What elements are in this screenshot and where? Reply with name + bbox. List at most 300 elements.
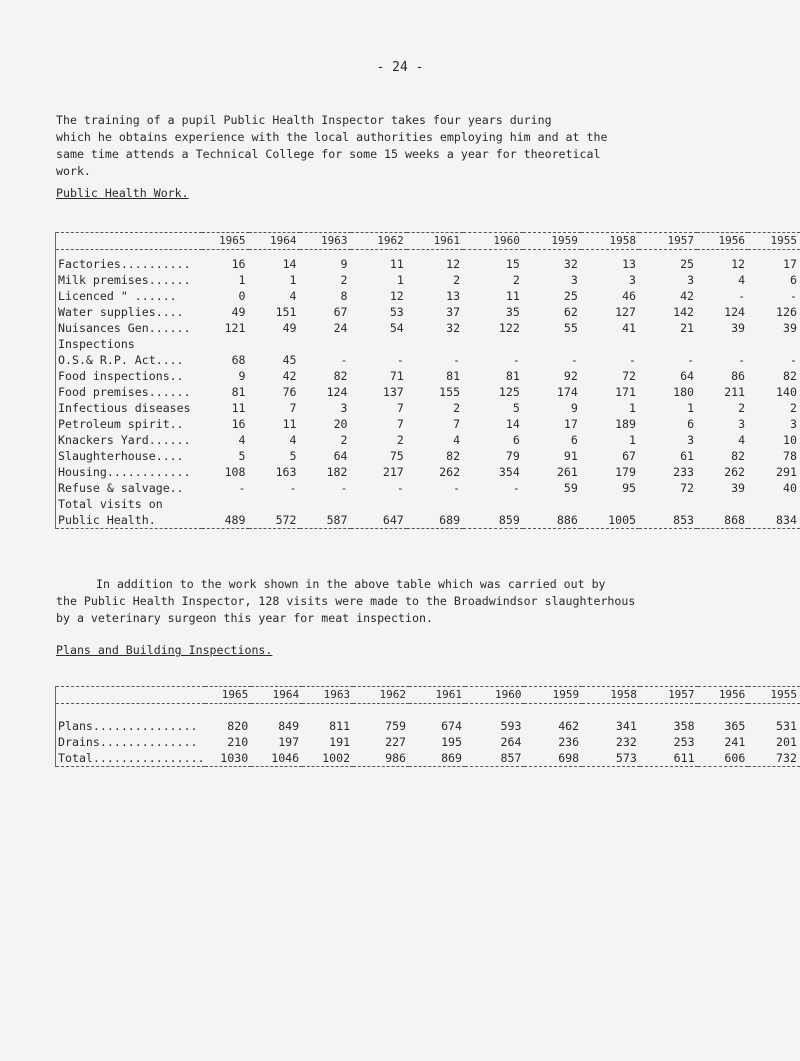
table-cell: 365 (724, 719, 746, 733)
table-cell: 95 (622, 481, 637, 495)
row-label: Total visits on (56, 496, 202, 512)
table-cell (463, 496, 523, 512)
table-cell: - (570, 353, 578, 367)
table-row (56, 432, 800, 448)
table-cell: 3 (570, 273, 578, 287)
table-row (56, 256, 800, 272)
total-cell: 1002 (302, 750, 353, 767)
total-cell: 1005 (581, 512, 639, 529)
total-cell: 689 (407, 512, 463, 529)
table-cell: 82 (731, 449, 746, 463)
table-cell: 16 (231, 257, 246, 271)
table-cell: - (512, 481, 520, 495)
table-cell: 189 (615, 417, 637, 431)
table-cell (581, 496, 639, 512)
table-cell: 67 (622, 449, 637, 463)
year-header: 1960 (463, 233, 523, 250)
table-cell: 174 (556, 385, 578, 399)
year-header: 1963 (300, 233, 351, 250)
table-cell (300, 336, 351, 352)
table-cell: 4 (289, 289, 297, 303)
table-cell: 261 (556, 465, 578, 479)
table-cell: 11 (231, 401, 246, 415)
table-row (56, 336, 800, 352)
table-cell (202, 336, 249, 352)
table-cell (523, 336, 581, 352)
row-label: Total................ (56, 750, 205, 767)
public-health-table (55, 232, 800, 529)
table-cell: 42 (680, 289, 695, 303)
year-header: 1955 (748, 687, 800, 704)
public-health-heading: Public Health Work. (56, 186, 189, 200)
total-cell: 986 (353, 750, 409, 767)
table-cell: 124 (724, 305, 746, 319)
table-cell: 40 (783, 481, 797, 495)
table-cell: 76 (282, 385, 297, 399)
table-row (56, 448, 800, 464)
table-cell: 2 (738, 401, 746, 415)
table-cell: - (790, 353, 797, 367)
table-cell: 811 (329, 719, 351, 733)
table-cell: 262 (439, 465, 461, 479)
table-cell: 13 (446, 289, 461, 303)
table-cell: 35 (505, 305, 520, 319)
intro-line: same time attends a Technical College for some 15 weeks a year for theoretical (56, 147, 601, 161)
table-cell: 82 (783, 369, 797, 383)
table-cell: 12 (446, 257, 461, 271)
total-label-row (56, 496, 800, 512)
table-row (56, 368, 800, 384)
table-cell: 462 (558, 719, 580, 733)
row-label: Housing............ (56, 464, 202, 480)
table-cell: 217 (382, 465, 404, 479)
header-label-cell (56, 687, 205, 704)
table-row (56, 416, 800, 432)
year-header: 1963 (302, 687, 353, 704)
table-cell: 171 (615, 385, 637, 399)
year-header: 1956 (698, 687, 749, 704)
table-cell: 79 (505, 449, 520, 463)
total-cell: 1046 (251, 750, 302, 767)
table-cell: 2 (512, 273, 520, 287)
table-cell: 1 (687, 401, 695, 415)
total-cell: 572 (249, 512, 300, 529)
total-cell: 857 (465, 750, 524, 767)
year-header: 1960 (465, 687, 524, 704)
table-cell: 25 (563, 289, 578, 303)
table-cell: 4 (238, 433, 246, 447)
year-header: 1962 (351, 233, 407, 250)
table-cell: 13 (622, 257, 637, 271)
table-cell: 32 (563, 257, 578, 271)
table-cell: - (512, 353, 520, 367)
table-cell: 14 (282, 257, 297, 271)
total-cell: 732 (748, 750, 800, 767)
table-cell: - (453, 481, 461, 495)
table-cell: 2 (790, 401, 797, 415)
table-cell (697, 336, 748, 352)
intro-line: The training of a pupil Public Health Inspector takes four years during (56, 113, 552, 127)
table-row (56, 734, 800, 750)
year-header: 1956 (697, 233, 748, 250)
table-cell (581, 336, 639, 352)
table-cell: 16 (231, 417, 246, 431)
table-cell: 81 (446, 369, 461, 383)
table-cell: 820 (227, 719, 249, 733)
table-cell: 72 (680, 481, 695, 495)
table-cell: 6 (570, 433, 578, 447)
table-cell: 151 (275, 305, 297, 319)
table-cell (249, 496, 300, 512)
year-header: 1964 (251, 687, 302, 704)
table-cell: 1 (629, 401, 637, 415)
table-cell: 24 (333, 321, 348, 335)
table-row (56, 400, 800, 416)
table-cell: - (289, 481, 297, 495)
total-cell: 853 (639, 512, 697, 529)
table-cell: 211 (724, 385, 746, 399)
table-cell: 7 (289, 401, 297, 415)
table-cell: 2 (453, 401, 461, 415)
table-cell: 42 (282, 369, 297, 383)
table-cell: 54 (389, 321, 404, 335)
table-cell: 241 (724, 735, 746, 749)
total-cell: 611 (640, 750, 698, 767)
table-cell: 291 (776, 465, 797, 479)
table-cell: 3 (629, 273, 637, 287)
total-cell: 859 (463, 512, 523, 529)
table-cell: 17 (783, 257, 797, 271)
row-label: O.S.& R.P. Act.... (56, 352, 202, 368)
year-header: 1961 (407, 233, 463, 250)
table-cell: 25 (680, 257, 695, 271)
year-header: 1958 (581, 233, 639, 250)
table-cell: 253 (673, 735, 695, 749)
table-cell: 2 (340, 433, 348, 447)
paragraph-line: the Public Health Inspector, 128 visits were made to the Broadwindsor slaughterhous (56, 594, 636, 608)
year-header: 1959 (524, 687, 582, 704)
table-cell: 49 (282, 321, 297, 335)
table-cell (697, 496, 748, 512)
row-label: Slaughterhouse.... (56, 448, 202, 464)
year-header: 1955 (748, 233, 800, 250)
table-cell: 78 (783, 449, 797, 463)
table-cell: 1 (629, 433, 637, 447)
table-row (56, 718, 800, 734)
row-label: Drains.............. (56, 734, 205, 750)
header-row (56, 233, 800, 250)
table-cell: - (687, 353, 695, 367)
table-cell: 3 (738, 417, 746, 431)
table-cell: 0 (238, 289, 246, 303)
table-cell: 197 (278, 735, 300, 749)
table-cell: 126 (776, 305, 797, 319)
table-cell: 2 (453, 273, 461, 287)
year-header: 1957 (639, 233, 697, 250)
table-cell: 9 (238, 369, 246, 383)
table-cell: 4 (738, 273, 746, 287)
table-cell: 262 (724, 465, 746, 479)
table-row (56, 304, 800, 320)
year-header: 1961 (409, 687, 465, 704)
year-header: 1959 (523, 233, 581, 250)
table-cell: 232 (615, 735, 637, 749)
header-label-cell (56, 233, 202, 250)
table-cell: 64 (333, 449, 348, 463)
table-cell: 82 (333, 369, 348, 383)
table-cell: 7 (396, 417, 404, 431)
table-row (56, 480, 800, 496)
table-cell (639, 336, 697, 352)
table-cell: 7 (453, 417, 461, 431)
table-cell: - (790, 289, 797, 303)
row-label: Factories.......... (56, 256, 202, 272)
table-cell: 531 (776, 719, 797, 733)
plans-heading: Plans and Building Inspections. (56, 643, 273, 657)
table-cell: 3 (687, 433, 695, 447)
total-cell: 489 (202, 512, 249, 529)
table-cell: 37 (446, 305, 461, 319)
table-cell: 182 (326, 465, 348, 479)
table-cell: 53 (389, 305, 404, 319)
table-cell: 759 (385, 719, 407, 733)
table-cell (523, 496, 581, 512)
row-label: Infectious diseases (56, 400, 202, 416)
total-cell: 698 (524, 750, 582, 767)
table-cell: 122 (498, 321, 520, 335)
table-cell (463, 336, 523, 352)
table-cell: 6 (687, 417, 695, 431)
table-cell: 11 (389, 257, 404, 271)
row-label: Food inspections.. (56, 368, 202, 384)
table-cell: 5 (238, 449, 246, 463)
table-cell: 191 (329, 735, 351, 749)
table-cell: 9 (570, 401, 578, 415)
intro-line: which he obtains experience with the local authorities employing him and at the (56, 130, 608, 144)
total-cell: 606 (698, 750, 749, 767)
table-cell: 4 (453, 433, 461, 447)
table-cell: 10 (783, 433, 797, 447)
table-cell: 7 (396, 401, 404, 415)
paragraph-line: by a veterinary surgeon this year for meat inspection. (56, 611, 433, 625)
table-cell: 72 (622, 369, 637, 383)
table-cell: 9 (340, 257, 348, 271)
intro-paragraph (56, 112, 791, 180)
table-cell: 39 (731, 321, 746, 335)
table-row (56, 272, 800, 288)
year-header: 1958 (582, 687, 640, 704)
table-cell: 163 (275, 465, 297, 479)
table-row (56, 352, 800, 368)
table-cell: 17 (563, 417, 578, 431)
row-label: Water supplies.... (56, 304, 202, 320)
table-cell: 2 (340, 273, 348, 287)
year-header: 1957 (640, 687, 698, 704)
table-row (56, 464, 800, 480)
table-cell: 12 (731, 257, 746, 271)
row-label: Nuisances Gen...... (56, 320, 202, 336)
table-cell: 2 (396, 433, 404, 447)
table-cell: 55 (563, 321, 578, 335)
table-cell: 92 (563, 369, 578, 383)
total-row (56, 750, 800, 767)
table-cell: 3 (687, 273, 695, 287)
table-cell: 358 (673, 719, 695, 733)
table-cell: 3 (790, 417, 797, 431)
year-header: 1962 (353, 687, 409, 704)
table-cell: - (396, 353, 404, 367)
total-cell: 647 (351, 512, 407, 529)
table-cell (249, 336, 300, 352)
table-cell: 233 (673, 465, 695, 479)
table-cell: 86 (731, 369, 746, 383)
table-cell: 81 (231, 385, 246, 399)
table-cell: 20 (333, 417, 348, 431)
table-cell: 3 (340, 401, 348, 415)
table-cell: 142 (673, 305, 695, 319)
table-row (56, 384, 800, 400)
table-cell: 264 (500, 735, 522, 749)
table-cell: 137 (382, 385, 404, 399)
table-cell: 12 (389, 289, 404, 303)
table-cell: 6 (790, 273, 797, 287)
table-cell (351, 336, 407, 352)
table-cell (748, 496, 800, 512)
table-cell: 227 (385, 735, 407, 749)
table-cell (639, 496, 697, 512)
table-cell (202, 496, 249, 512)
table-cell: - (629, 353, 637, 367)
table-cell: 140 (776, 385, 797, 399)
table-cell: - (453, 353, 461, 367)
paragraph-line: In addition to the work shown in the above table which was carried out by (96, 577, 606, 591)
table-cell (407, 336, 463, 352)
table-cell: 195 (441, 735, 463, 749)
table-cell: 39 (783, 321, 797, 335)
table-cell: 4 (289, 433, 297, 447)
table-cell: 46 (622, 289, 637, 303)
total-cell: 886 (523, 512, 581, 529)
table-cell: 210 (227, 735, 249, 749)
plans-table (55, 686, 800, 767)
page-number: - 24 - (376, 60, 424, 75)
table-cell (748, 336, 800, 352)
table-cell: - (340, 353, 348, 367)
year-header: 1965 (202, 233, 249, 250)
table-cell: 1 (238, 273, 246, 287)
table-cell: 14 (505, 417, 520, 431)
row-label: Licenced " ...... (56, 288, 202, 304)
table-cell: 49 (231, 305, 246, 319)
total-cell: 834 (748, 512, 800, 529)
row-label: Refuse & salvage.. (56, 480, 202, 496)
total-cell: 587 (300, 512, 351, 529)
row-label: Food premises...... (56, 384, 202, 400)
table-cell: 179 (615, 465, 637, 479)
table-cell: 41 (622, 321, 637, 335)
table-cell: 1 (289, 273, 297, 287)
row-label: Petroleum spirit.. (56, 416, 202, 432)
table-cell: 8 (340, 289, 348, 303)
table-cell: 5 (289, 449, 297, 463)
table-cell: 39 (731, 481, 746, 495)
total-cell: 1030 (205, 750, 252, 767)
table-cell: - (396, 481, 404, 495)
table-cell: 593 (500, 719, 522, 733)
table-cell: 45 (282, 353, 297, 367)
table-cell: 155 (439, 385, 461, 399)
table-cell: 32 (446, 321, 461, 335)
total-cell: 573 (582, 750, 640, 767)
table-cell: 6 (512, 433, 520, 447)
table-cell: 849 (278, 719, 300, 733)
table-cell: 121 (224, 321, 246, 335)
table-row (56, 288, 800, 304)
table-cell: 62 (563, 305, 578, 319)
row-label: Plans............... (56, 718, 205, 734)
total-row (56, 512, 800, 529)
table-cell: - (340, 481, 348, 495)
total-cell: 869 (409, 750, 465, 767)
table-cell: 67 (333, 305, 348, 319)
table-cell: 82 (446, 449, 461, 463)
table-cell: 81 (505, 369, 520, 383)
table-cell: 4 (738, 433, 746, 447)
table-cell: 75 (389, 449, 404, 463)
row-label: Knackers Yard...... (56, 432, 202, 448)
table-cell: 201 (776, 735, 797, 749)
table-cell (407, 496, 463, 512)
year-header: 1964 (249, 233, 300, 250)
table-cell: 5 (512, 401, 520, 415)
table-cell: 11 (505, 289, 520, 303)
table-cell: 354 (498, 465, 520, 479)
table-cell: 68 (231, 353, 246, 367)
table-cell: - (738, 353, 746, 367)
table-cell: 127 (615, 305, 637, 319)
header-row (56, 687, 800, 704)
year-header: 1965 (205, 687, 252, 704)
row-label: Public Health. (56, 512, 202, 529)
table-cell: 1 (396, 273, 404, 287)
row-label: Milk premises...... (56, 272, 202, 288)
table-cell: 11 (282, 417, 297, 431)
table-cell: - (238, 481, 246, 495)
table-cell: 236 (558, 735, 580, 749)
table-cell: 64 (680, 369, 695, 383)
table-cell: - (738, 289, 746, 303)
table-cell (351, 496, 407, 512)
table-cell: 15 (505, 257, 520, 271)
table-cell: 124 (326, 385, 348, 399)
table-cell: 61 (680, 449, 695, 463)
table-row (56, 320, 800, 336)
table-cell: 71 (389, 369, 404, 383)
table-cell: 21 (680, 321, 695, 335)
table-cell: 125 (498, 385, 520, 399)
table-cell: 91 (563, 449, 578, 463)
table-cell: 108 (224, 465, 246, 479)
row-label: Inspections (56, 336, 202, 352)
table-cell: 59 (563, 481, 578, 495)
table-cell: 341 (615, 719, 637, 733)
table-cell: 180 (673, 385, 695, 399)
table-cell (300, 496, 351, 512)
middle-paragraph (56, 576, 796, 627)
intro-line: work. (56, 164, 91, 178)
table-cell: 674 (441, 719, 463, 733)
total-cell: 868 (697, 512, 748, 529)
